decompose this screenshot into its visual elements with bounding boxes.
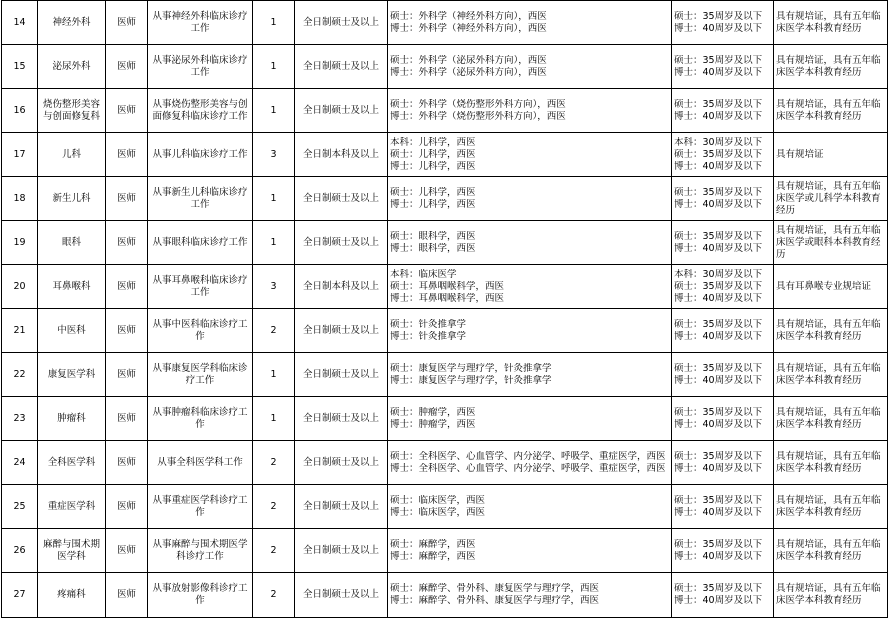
- age-line: 硕士：35周岁及以下: [674, 583, 763, 594]
- major-line: 硕士：眼科学，西医: [390, 230, 476, 242]
- age-line: 硕士：35周岁及以下: [674, 10, 763, 22]
- position-cell: 医师: [106, 485, 148, 529]
- age-cell: [672, 529, 774, 573]
- major-line: 本科：临床医学: [390, 268, 457, 280]
- department-cell: 重症医学科: [38, 485, 106, 529]
- duty-cell: 从事新生儿科临床诊疗工作: [148, 177, 253, 221]
- table-row: [2, 45, 888, 89]
- requirement-cell: 具有规培证: [774, 133, 888, 177]
- age-line: 硕士：35周岁及以下: [674, 54, 763, 66]
- major-cell: [388, 177, 672, 221]
- table-row: [2, 1, 888, 45]
- duty-cell: 从事全科医学科工作: [148, 441, 253, 485]
- requirement-cell: 具有耳鼻喉专业规培证: [774, 265, 888, 309]
- requirement-cell: 具有规培证，具有五年临床医学本科教育经历: [774, 485, 888, 529]
- requirement-cell: 具有规培证，具有五年临床医学本科教育经历: [774, 89, 888, 133]
- requirement-cell: 具有规培证，具有五年临床医学本科教育经历: [774, 529, 888, 573]
- major-line: 博士：针灸推拿学: [390, 330, 467, 342]
- position-cell: 医师: [106, 1, 148, 45]
- requirement-cell: 具有规培证，具有五年临床医学或儿科学本科教育经历: [774, 177, 888, 221]
- major-cell: [388, 221, 672, 265]
- major-cell: [388, 265, 672, 309]
- table-row: [2, 133, 888, 177]
- duty-cell: 从事中医科临床诊疗工作: [148, 309, 253, 353]
- age-line: 博士：40周岁及以下: [674, 242, 763, 254]
- duty-cell: 从事烧伤整形美容与创面修复科临床诊疗工作: [148, 89, 253, 133]
- department-cell: 康复医学科: [38, 353, 106, 397]
- table-row: [2, 573, 888, 618]
- table-row: [2, 309, 888, 353]
- major-line: 硕士：儿科学，西医: [390, 148, 476, 160]
- major-line: 硕士：康复医学与理疗学，针灸推拿学: [390, 362, 552, 374]
- major-line: 博士：眼科学，西医: [390, 242, 476, 254]
- table-row: [2, 441, 888, 485]
- age-line: 博士：40周岁及以下: [674, 595, 763, 606]
- duty-cell: 从事肿瘤科临床诊疗工作: [148, 397, 253, 441]
- age-cell: [672, 1, 774, 45]
- age-line: 硕士：35周岁及以下: [674, 362, 763, 374]
- major-line: 博士：临床医学，西医: [390, 506, 486, 518]
- age-line: 本科：30周岁及以下: [674, 268, 763, 280]
- headcount-cell: 2: [253, 529, 295, 573]
- age-line: 博士：40周岁及以下: [674, 22, 763, 34]
- headcount-cell: 2: [253, 441, 295, 485]
- major-line: 博士：外科学（烧伤整形外科方向），西医: [390, 110, 566, 122]
- education-cell: 全日制硕士及以上: [295, 485, 388, 529]
- major-line: 硕士：耳鼻咽喉科学，西医: [390, 280, 505, 292]
- age-cell: [672, 573, 774, 618]
- major-cell: [388, 133, 672, 177]
- education-cell: 全日制硕士及以上: [295, 397, 388, 441]
- major-line: 博士：耳鼻咽喉科学，西医: [390, 292, 505, 304]
- major-line: 博士：儿科学，西医: [390, 198, 476, 210]
- requirement-cell: 具有规培证，具有五年临床医学本科教育经历: [774, 1, 888, 45]
- duty-cell: 从事泌尿外科临床诊疗工作: [148, 45, 253, 89]
- age-line: 博士：40周岁及以下: [674, 462, 763, 474]
- position-cell: 医师: [106, 265, 148, 309]
- age-line: 硕士：35周岁及以下: [674, 148, 763, 160]
- age-line: 博士：40周岁及以下: [674, 198, 763, 210]
- education-cell: 全日制硕士及以上: [295, 89, 388, 133]
- position-cell: 医师: [106, 45, 148, 89]
- department-cell: 儿科: [38, 133, 106, 177]
- major-cell: [388, 353, 672, 397]
- table-row: [2, 265, 888, 309]
- major-line: 博士：外科学（神经外科方向），西医: [390, 22, 547, 34]
- table-row: [2, 221, 888, 265]
- row-number-cell: 19: [2, 221, 38, 265]
- requirement-cell: 具有规培证，具有五年临床医学本科教育经历: [774, 309, 888, 353]
- table-row: [2, 529, 888, 573]
- education-cell: 全日制硕士及以上: [295, 309, 388, 353]
- major-line: 硕士：全科医学、心血管学、内分泌学、呼吸学、重症医学，西医: [390, 450, 666, 462]
- education-cell: 全日制硕士及以上: [295, 177, 388, 221]
- duty-cell: 从事耳鼻喉科临床诊疗工作: [148, 265, 253, 309]
- education-cell: 全日制硕士及以上: [295, 45, 388, 89]
- row-number-cell: 23: [2, 397, 38, 441]
- age-line: 博士：40周岁及以下: [674, 506, 763, 518]
- age-line: 博士：40周岁及以下: [674, 292, 763, 304]
- age-line: 博士：40周岁及以下: [674, 418, 763, 430]
- major-line: 硕士：外科学（泌尿外科方向），西医: [390, 54, 547, 66]
- major-cell: [388, 441, 672, 485]
- age-cell: [672, 309, 774, 353]
- major-line: 博士：儿科学，西医: [390, 160, 476, 172]
- education-cell: 全日制硕士及以上: [295, 573, 388, 618]
- requirement-cell: 具有规培证，具有五年临床医学本科教育经历: [774, 353, 888, 397]
- age-line: 硕士：35周岁及以下: [674, 406, 763, 418]
- major-line: 博士：外科学（泌尿外科方向），西医: [390, 66, 547, 78]
- major-line: 博士：麻醉学，西医: [390, 550, 476, 562]
- department-cell: 烧伤整形美容与创面修复科: [38, 89, 106, 133]
- age-cell: [672, 89, 774, 133]
- major-line: 博士：康复医学与理疗学，针灸推拿学: [390, 374, 552, 386]
- department-cell: 疼痛科: [38, 573, 106, 618]
- headcount-cell: 1: [253, 221, 295, 265]
- age-line: 硕士：35周岁及以下: [674, 230, 763, 242]
- table-row: [2, 397, 888, 441]
- age-cell: [672, 485, 774, 529]
- headcount-cell: 2: [253, 309, 295, 353]
- age-cell: [672, 133, 774, 177]
- education-cell: 全日制本科及以上: [295, 133, 388, 177]
- headcount-cell: 1: [253, 89, 295, 133]
- position-cell: 医师: [106, 89, 148, 133]
- headcount-cell: 3: [253, 133, 295, 177]
- requirement-cell: 具有规培证，具有五年临床医学本科教育经历: [774, 441, 888, 485]
- education-cell: 全日制本科及以上: [295, 265, 388, 309]
- duty-cell: 从事康复医学科临床诊疗工作: [148, 353, 253, 397]
- table-row: [2, 485, 888, 529]
- age-line: 硕士：35周岁及以下: [674, 318, 763, 330]
- row-number-cell: 26: [2, 529, 38, 573]
- row-number-cell: 21: [2, 309, 38, 353]
- row-number-cell: 27: [2, 573, 38, 618]
- row-number-cell: 14: [2, 1, 38, 45]
- recruitment-table: [1, 0, 888, 618]
- department-cell: 中医科: [38, 309, 106, 353]
- age-line: 博士：40周岁及以下: [674, 550, 763, 562]
- department-cell: 耳鼻喉科: [38, 265, 106, 309]
- age-line: 本科：30周岁及以下: [674, 136, 763, 148]
- row-number-cell: 24: [2, 441, 38, 485]
- age-cell: [672, 397, 774, 441]
- headcount-cell: 1: [253, 45, 295, 89]
- row-number-cell: 18: [2, 177, 38, 221]
- position-cell: 医师: [106, 133, 148, 177]
- position-cell: 医师: [106, 309, 148, 353]
- department-cell: 新生儿科: [38, 177, 106, 221]
- duty-cell: 从事放射影像科诊疗工作: [148, 573, 253, 618]
- major-line: 本科：儿科学，西医: [390, 136, 476, 148]
- major-line: 硕士：儿科学，西医: [390, 186, 476, 198]
- headcount-cell: 3: [253, 265, 295, 309]
- age-line: 硕士：35周岁及以下: [674, 280, 763, 292]
- age-line: 博士：40周岁及以下: [674, 160, 763, 172]
- major-line: 硕士：临床医学，西医: [390, 494, 486, 506]
- position-cell: 医师: [106, 573, 148, 618]
- department-cell: 肿瘤科: [38, 397, 106, 441]
- age-line: 硕士：35周岁及以下: [674, 450, 763, 462]
- headcount-cell: 2: [253, 485, 295, 529]
- position-cell: 医师: [106, 177, 148, 221]
- position-cell: 医师: [106, 353, 148, 397]
- major-cell: [388, 45, 672, 89]
- major-line: 硕士：麻醉学、骨外科、康复医学与理疗学，西医: [390, 583, 600, 594]
- row-number-cell: 22: [2, 353, 38, 397]
- department-cell: 全科医学科: [38, 441, 106, 485]
- headcount-cell: 2: [253, 573, 295, 618]
- age-line: 博士：40周岁及以下: [674, 66, 763, 78]
- table-row: [2, 89, 888, 133]
- major-line: 博士：全科医学、心血管学、内分泌学、呼吸学、重症医学，西医: [390, 462, 666, 474]
- age-line: 硕士：35周岁及以下: [674, 98, 763, 110]
- major-line: 硕士：针灸推拿学: [390, 318, 467, 330]
- headcount-cell: 1: [253, 177, 295, 221]
- row-number-cell: 20: [2, 265, 38, 309]
- age-line: 博士：40周岁及以下: [674, 330, 763, 342]
- major-cell: [388, 573, 672, 618]
- position-cell: 医师: [106, 221, 148, 265]
- education-cell: 全日制硕士及以上: [295, 1, 388, 45]
- major-cell: [388, 1, 672, 45]
- age-cell: [672, 45, 774, 89]
- major-cell: [388, 309, 672, 353]
- age-cell: [672, 221, 774, 265]
- row-number-cell: 17: [2, 133, 38, 177]
- major-line: 硕士：外科学（神经外科方向），西医: [390, 10, 547, 22]
- age-line: 硕士：35周岁及以下: [674, 186, 763, 198]
- table-row: [2, 177, 888, 221]
- department-cell: 麻醉与围术期医学科: [38, 529, 106, 573]
- position-cell: 医师: [106, 441, 148, 485]
- duty-cell: 从事神经外科临床诊疗工作: [148, 1, 253, 45]
- major-line: 硕士：麻醉学，西医: [390, 538, 476, 550]
- education-cell: 全日制硕士及以上: [295, 529, 388, 573]
- requirement-cell: 具有规培证，具有五年临床医学本科教育经历: [774, 45, 888, 89]
- department-cell: 泌尿外科: [38, 45, 106, 89]
- row-number-cell: 16: [2, 89, 38, 133]
- major-line: 博士：麻醉学、骨外科、康复医学与理疗学，西医: [390, 595, 600, 606]
- row-number-cell: 25: [2, 485, 38, 529]
- duty-cell: 从事重症医学科诊疗工作: [148, 485, 253, 529]
- table-row: [2, 353, 888, 397]
- age-line: 硕士：35周岁及以下: [674, 494, 763, 506]
- major-cell: [388, 529, 672, 573]
- major-cell: [388, 397, 672, 441]
- requirement-cell: 具有规培证，具有五年临床医学本科教育经历: [774, 397, 888, 441]
- major-line: 博士：肿瘤学，西医: [390, 418, 476, 430]
- duty-cell: 从事眼科临床诊疗工作: [148, 221, 253, 265]
- headcount-cell: 1: [253, 1, 295, 45]
- duty-cell: 从事儿科临床诊疗工作: [148, 133, 253, 177]
- age-line: 博士：40周岁及以下: [674, 374, 763, 386]
- age-cell: [672, 177, 774, 221]
- department-cell: 眼科: [38, 221, 106, 265]
- department-cell: 神经外科: [38, 1, 106, 45]
- age-cell: [672, 353, 774, 397]
- headcount-cell: 1: [253, 397, 295, 441]
- major-cell: [388, 89, 672, 133]
- duty-cell: 从事麻醉与围术期医学科诊疗工作: [148, 529, 253, 573]
- age-line: 硕士：35周岁及以下: [674, 538, 763, 550]
- headcount-cell: 1: [253, 353, 295, 397]
- table-body: [2, 1, 888, 618]
- position-cell: 医师: [106, 397, 148, 441]
- age-line: 博士：40周岁及以下: [674, 110, 763, 122]
- education-cell: 全日制硕士及以上: [295, 353, 388, 397]
- row-number-cell: 15: [2, 45, 38, 89]
- requirement-cell: 具有规培证，具有五年临床医学或眼科本科教育经历: [774, 221, 888, 265]
- major-line: 硕士：肿瘤学，西医: [390, 406, 476, 418]
- education-cell: 全日制硕士及以上: [295, 221, 388, 265]
- major-cell: [388, 485, 672, 529]
- position-cell: 医师: [106, 529, 148, 573]
- age-cell: [672, 441, 774, 485]
- education-cell: 全日制硕士及以上: [295, 441, 388, 485]
- age-cell: [672, 265, 774, 309]
- major-line: 硕士：外科学（烧伤整形外科方向），西医: [390, 98, 566, 110]
- requirement-cell: 具有规培证，具有五年临床医学本科教育经历: [774, 573, 888, 618]
